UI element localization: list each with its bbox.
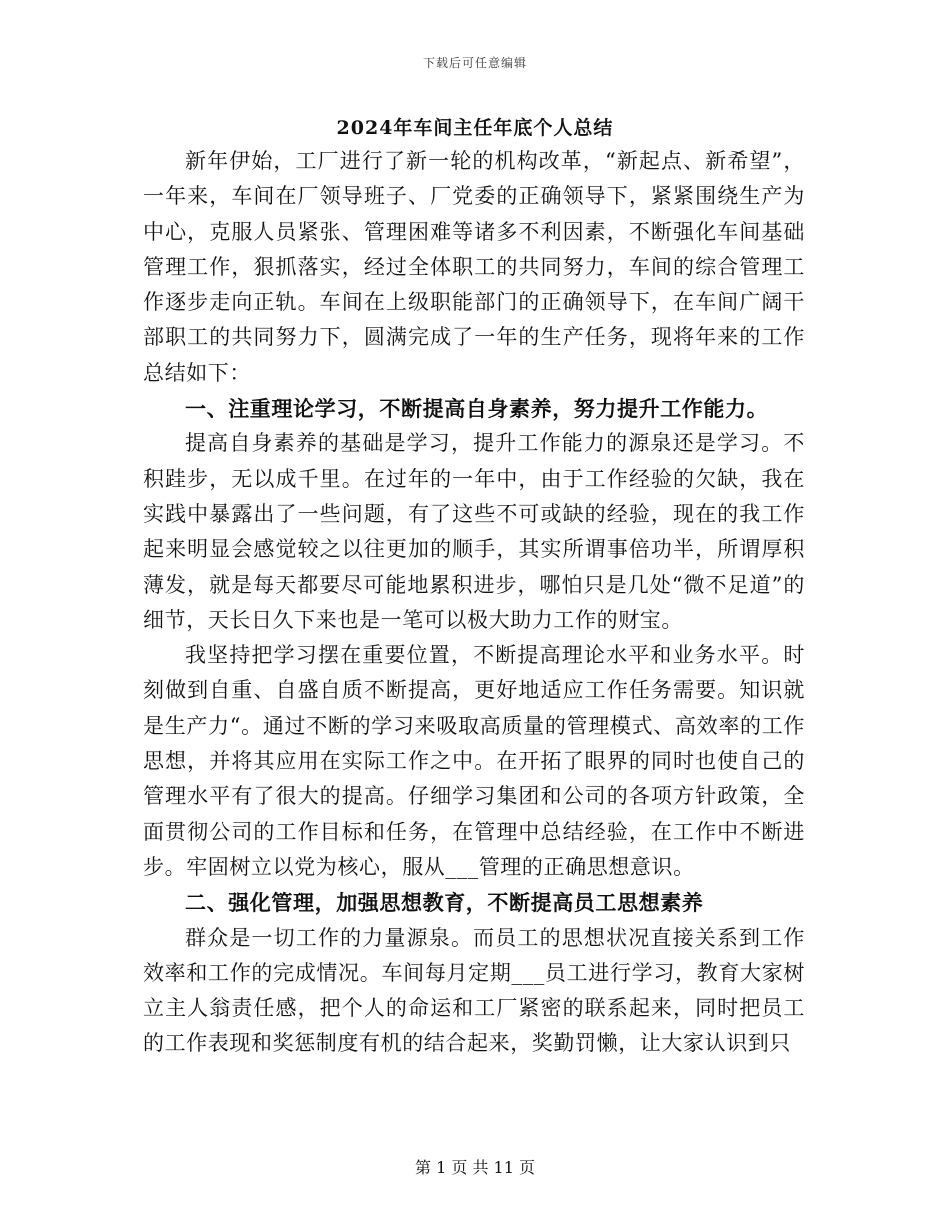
intro-paragraph: 新年伊始，工厂进行了新一轮的机构改革，“新起点、新希望”，一年来，车间在厂领导班子、厂党委的正确领导下，紧紧围绕生产为中心，克服人员紧张、管理困难等诸多不利因素，不断强化车间基础管理工作，狠抓落实，经过全体职工的共同努力，车间的综合管理工作逐步走向正轨。车间在上级职能部门的正确领导下，在车间广阔干部职工的共同努力下，圆满完成了一年的生产任务，现将年来的工作总结如下： bbox=[143, 149, 805, 385]
page-footer: 第 1 页 共 11 页 bbox=[415, 1158, 535, 1177]
document-body bbox=[143, 144, 805, 1062]
section-heading-2: 二、强化管理，加强思想教育，不断提高员工思想素养 bbox=[185, 890, 704, 916]
section-heading-1: 一、注重理论学习，不断提高自身素养，努力提升工作能力。 bbox=[185, 396, 769, 422]
document-title: 2024年车间主任年底个人总结 bbox=[336, 117, 614, 139]
page-header-note: 下载后可任意编辑 bbox=[422, 56, 527, 70]
section-2-paragraph-1: 群众是一切工作的力量源泉。而员工的思想状况直接关系到工作效率和工作的完成情况。车间每月定期___员工进行学习，教育大家树立主人翁责任感，把个人的命运和工厂紧密的联系起来，同时把员工的工作表现和奖惩制度有机的结合起来，奖勤罚懒，让大家认识到只 bbox=[143, 925, 805, 1056]
section-1-paragraph-1: 提高自身素养的基础是学习，提升工作能力的源泉还是学习。不积跬步，无以成千里。在过年的一年中，由于工作经验的欠缺，我在实践中暴露出了一些问题，有了这些不可或缺的经验，现在的我工作起来明显会感觉较之以往更加的顺手，其实所谓事倍功半，所谓厚积薄发，就是每天都要尽可能地累积进步，哪怕只是几处“微不足道”的细节，天长日久下来也是一笔可以极大助力工作的财宝。 bbox=[143, 431, 805, 632]
section-1-paragraph-2: 我坚持把学习摆在重要位置，不断提高理论水平和业务水平。时刻做到自重、自盛自质不断提高，更好地适应工作任务需要。知识就是生产力“。通过不断的学习来吸取高质量的管理模式、高效率的工作思想，并将其应用在实际工作之中。在开拓了眼界的同时也使自己的管理水平有了很大的提高。仔细学习集团和公司的各项方针政策，全面贯彻公司的工作目标和任务，在管理中总结经验，在工作中不断进步。牢固树立以党为核心，服从___管理的正确思想意识。 bbox=[143, 643, 805, 879]
